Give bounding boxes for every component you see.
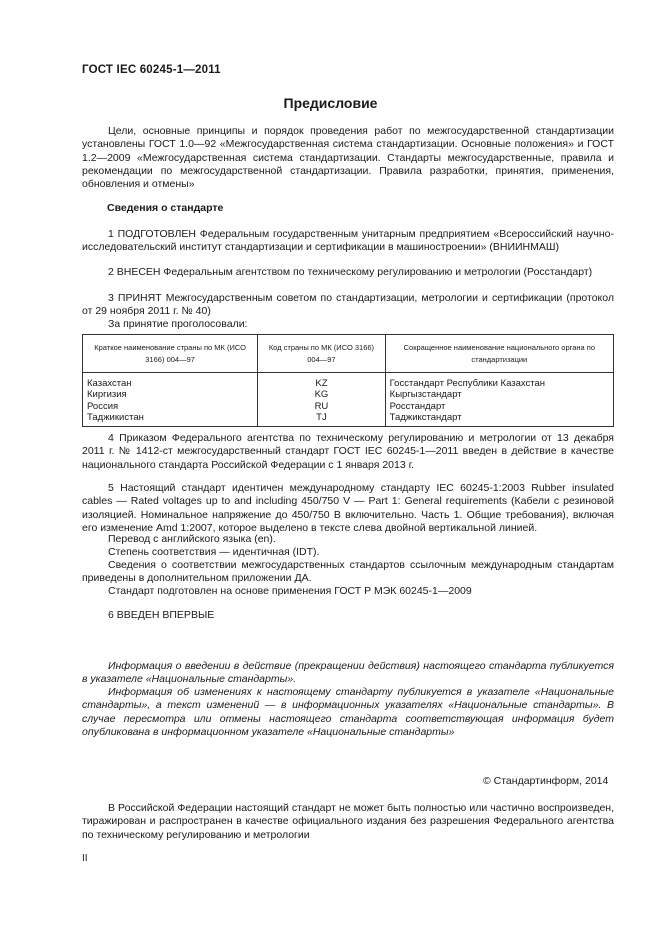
copyright-notice: © Стандартинформ, 2014: [483, 775, 609, 787]
info-paragraph-1: Информация о введении в действие (прекращении действия) настоящего стандарта публикуется в указателе «Национальные стандарты».: [82, 660, 614, 686]
voted-label: За принятие проголосовали:: [108, 318, 248, 330]
conformity-note: Степень соответствия — идентичная (IDT).: [108, 546, 320, 558]
item-2-introduced: 2 ВНЕСЕН Федеральным агентством по техническому регулированию и метрологии (Росстандарт): [108, 266, 593, 278]
table-cell: KZ: [315, 378, 328, 389]
rights-notice: В Российской Федерации настоящий стандарт не может быть полностью или частично воспроизведен, тиражирован и распространен в качестве официального издания без разрешения Федерального агентства по техническому регулированию и метрологии: [82, 802, 614, 841]
table-cell: Киргизия: [87, 389, 127, 401]
table-header-code: Код страны по МК (ИСО 3166) 004—97: [258, 335, 385, 373]
references-note: Сведения о соответствии межгосударственных стандартов ссылочным международным стандартам приведены в дополнительном приложении ДА.: [82, 559, 614, 585]
table-cell: Таджикстандарт: [389, 411, 462, 423]
item-1-prepared: 1 ПОДГОТОВЛЕН Федеральным государственным унитарным предприятием «Всероссийский научно-исследовательский институт стандартизации и сертификации в машиностроении» (ВНИИНМАШ): [82, 228, 614, 254]
table-cell: Таджикистан: [87, 411, 144, 423]
table-cell: RU: [314, 400, 329, 412]
translation-note: Перевод с английского языка (en).: [108, 533, 276, 545]
info-paragraph-2: Информация об изменениях к настоящему стандарту публикуется в указателе «Национальные стандарты», а текст изменений — в информационных указателях «Национальные стандарты». В случае пересмотра или отмены настоящего стандарта соответствующая информация будет опубликована в информационном указателе «Национальные стандарты»: [82, 686, 614, 738]
basis-note: Стандарт подготовлен на основе применения ГОСТ Р МЭК 60245-1—2009: [108, 585, 472, 597]
table-cell: Россия: [87, 400, 119, 412]
page-number: II: [82, 853, 88, 864]
table-header-body: Сокращенное наименование национального органа по стандартизации: [385, 335, 613, 373]
item-5-identical: 5 Настоящий стандарт идентичен международному стандарту IEC 60245-1:2003 Rubber insulated cables — Rated voltages up to and including 450/750 V — Part 1: General requirements (Кабели с резиновой изоляцией. Номинальное напряжение до 450/750 В включительно. Часть 1. Общие требования), включая его изменение Amd 1:2007, которое выделено в тексте слева двойной вертикальной линией.: [82, 482, 614, 534]
section-heading: Сведения о стандарте: [107, 202, 224, 214]
page-title: Предисловие: [283, 95, 378, 111]
item-4-order: 4 Приказом Федерального агентства по техническому регулированию и метрологии от 13 декабря 2011 г. № 1412-ст межгосударственный стандарт ГОСТ IEC 60245-1—2011 введен в действие в качестве национального стандарта Российской Федерации с 1 января 2013 г.: [82, 432, 614, 471]
table-body-row: [83, 373, 614, 427]
table-cell: TJ: [316, 411, 327, 423]
country-column: [83, 373, 258, 427]
code-column: [258, 373, 385, 427]
table-cell: KG: [314, 389, 329, 401]
table-cell: Госстандарт Республики Казахстан: [389, 378, 546, 389]
body-column: [385, 373, 613, 427]
intro-paragraph: Цели, основные принципы и порядок проведения работ по межгосударственной стандартизации установлены ГОСТ 1.0—92 «Межгосударственная система стандартизации. Основные положения» и ГОСТ 1.2—2009 «Межгосударственная система стандартизации. Стандарты межгосударственные, правила и рекомендации по межгосударственной стандартизации. Правила разработки, принятия, применения, обновления и отмены»: [82, 125, 614, 191]
table-cell: Кыргызстандарт: [389, 389, 462, 401]
table-header-country: Краткое наименование страны по МК (ИСО 3166) 004—97: [83, 335, 258, 373]
member-states-table: [82, 334, 614, 427]
item-3-adopted: 3 ПРИНЯТ Межгосударственным советом по стандартизации, метрологии и сертификации (протокол от 29 ноября 2011 г. № 40): [82, 292, 614, 318]
table-cell: Казахстан: [87, 378, 132, 389]
document-header: ГОСТ IEC 60245-1—2011: [82, 64, 221, 76]
table-cell: Росстандарт: [389, 400, 446, 412]
item-6-first-introduced: 6 ВВЕДЕН ВПЕРВЫЕ: [108, 609, 215, 621]
table-header-row: [83, 335, 614, 373]
